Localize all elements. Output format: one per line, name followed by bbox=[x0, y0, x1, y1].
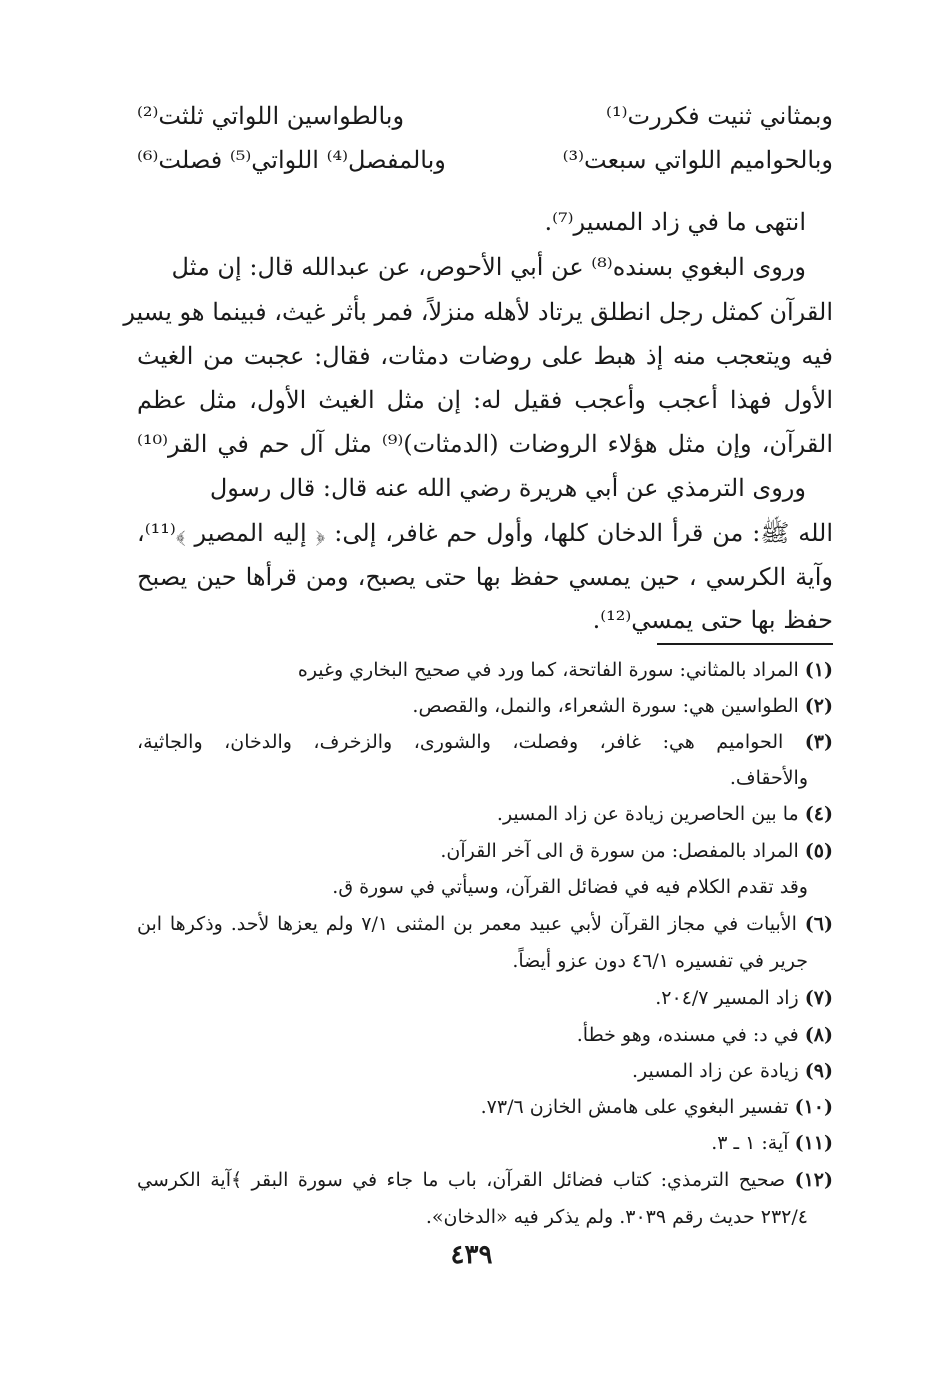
footnote-text: ٢٣٢/٤ حديث رقم ٣٠٣٩. ولم يذكر فيه «الدخان». bbox=[425, 1206, 808, 1228]
footnote-number: (١) bbox=[804, 659, 833, 681]
body-line: حفظ بها حتى يمسي⁽¹²⁾. bbox=[592, 606, 833, 634]
body-line: القرآن، وإن مثل هؤلاء الروضات (الدمثات)⁽⁹⁾ مثل آل حم في القر⁽¹⁰⁾ bbox=[137, 430, 833, 458]
body-line: وآية الكرسي ، حين يمسي حفظ بها حتى يصبح، ومن قرأها حين يصبح bbox=[137, 563, 833, 591]
footnote-number: (١١) bbox=[794, 1132, 833, 1154]
footnote-continuation bbox=[426, 1199, 808, 1235]
footnote bbox=[497, 796, 833, 832]
footnote-text: صحيح الترمذي: كتاب فضائل القرآن، باب ما جاء في سورة البقر ﴾آية الكرسي bbox=[137, 1169, 786, 1191]
body-line: وروى الترمذي عن أبي هريرة رضي الله عنه قال: قال رسول bbox=[209, 474, 806, 502]
footnote-text: المراد بالمثاني: سورة الفاتحة، كما ورد في صحيح البخاري وغيره bbox=[297, 659, 799, 681]
footnote bbox=[137, 906, 833, 942]
verse-hemistich: وبالطواسين اللواتي ثلثت⁽²⁾ bbox=[137, 102, 405, 130]
footnote-text: آية: ١ ـ ٣. bbox=[711, 1132, 789, 1154]
footnote-text: زيادة عن زاد المسير. bbox=[631, 1060, 799, 1082]
footnote-number: (١٢) bbox=[794, 1169, 833, 1191]
footnote-number: (١٠) bbox=[794, 1096, 833, 1118]
footnote bbox=[412, 688, 833, 724]
footnote-text: والأحقاف. bbox=[729, 767, 808, 789]
footnote-number: (٢) bbox=[804, 695, 833, 717]
verse-hemistich: وبالحواميم اللواتي سبعت⁽³⁾ bbox=[562, 146, 833, 174]
footnote-text: في د: في مسنده، وهو خطأ. bbox=[576, 1024, 799, 1046]
footnote-continuation bbox=[512, 943, 808, 979]
footnote-text: الحواميم هي: غافر، وفصلت، والشورى، والزخرف، والدخان، والجاثية، bbox=[137, 731, 784, 753]
body-line: القرآن كمثل رجل انطلق يرتاد لأهله منزلاً، فمر بأثر غيث، فبينما هو يسير bbox=[123, 298, 833, 326]
verse-line bbox=[137, 102, 833, 142]
footnote-text: الأبيات في مجاز القرآن لأبي عبيد معمر بن المثنى ٧/١ ولم يعزها لأحد. وذكرها ابن bbox=[137, 913, 797, 935]
footnote bbox=[711, 1125, 833, 1161]
body-line: انتهى ما في زاد المسير⁽⁷⁾. bbox=[544, 208, 806, 236]
footnote-text: الطواسين هي: سورة الشعراء، والنمل، والقصص. bbox=[412, 695, 799, 717]
footnote-number: (٩) bbox=[804, 1060, 833, 1082]
footnote-number: (٥) bbox=[804, 840, 833, 862]
footnote bbox=[481, 1089, 833, 1125]
footnote-number: (٨) bbox=[804, 1024, 833, 1046]
footnote-number: (٤) bbox=[804, 803, 833, 825]
footnote-number: (٧) bbox=[804, 987, 833, 1009]
footnote-separator bbox=[657, 643, 833, 645]
body-line: وروى البغوي بسنده⁽⁸⁾ عن أبي الأحوص، عن عبدالله قال: إن مثل bbox=[171, 253, 806, 281]
footnote-continuation bbox=[730, 760, 808, 796]
body-line: الأول فهذا أعجب وأعجب فقيل له: إن مثل الغيث الأول، مثل عظم bbox=[137, 386, 833, 414]
verse-hemistich: وبالمفصل⁽⁴⁾ اللواتي⁽⁵⁾ فصلت⁽⁶⁾ bbox=[137, 146, 446, 174]
footnote bbox=[298, 652, 833, 688]
footnote bbox=[137, 1162, 833, 1198]
footnote bbox=[632, 1053, 833, 1089]
verse-line bbox=[137, 146, 833, 186]
footnote bbox=[440, 833, 833, 869]
footnote-number: (٣) bbox=[804, 731, 833, 753]
body-line: الله ﷺ: من قرأ الدخان كلها، وأول حم غافر، إلى: ﴿ إليه المصير ﴾⁽¹¹⁾، bbox=[137, 519, 833, 547]
footnote bbox=[655, 980, 833, 1016]
footnote-text: جرير في تفسيره ٤٦/١ دون عزو أيضاً. bbox=[512, 950, 808, 972]
footnote-continuation bbox=[332, 869, 808, 905]
verse-hemistich: وبمثاني ثنيت فكررت⁽¹⁾ bbox=[606, 102, 833, 130]
footnote bbox=[137, 724, 833, 760]
footnote-text: المراد بالمفصل: من سورة ق الى آخر القرآن. bbox=[440, 840, 799, 862]
footnote-text: تفسير البغوي على هامش الخازن ٧٣/٦. bbox=[480, 1096, 789, 1118]
footnote-number: (٦) bbox=[804, 913, 833, 935]
footnote-text: زاد المسير ٢٠٤/٧. bbox=[655, 987, 799, 1009]
footnote-text: ما بين الحاصرين زيادة عن زاد المسير. bbox=[496, 803, 799, 825]
body-line: فيه ويتعجب منه إذ هبط على روضات دمثات، فقال: عجبت من الغيث bbox=[137, 342, 833, 370]
footnote bbox=[577, 1017, 833, 1053]
footnote-text: وقد تقدم الكلام فيه في فضائل القرآن، وسيأتي في سورة ق. bbox=[332, 876, 808, 898]
page-number: ٤٣٩ bbox=[450, 1240, 493, 1270]
